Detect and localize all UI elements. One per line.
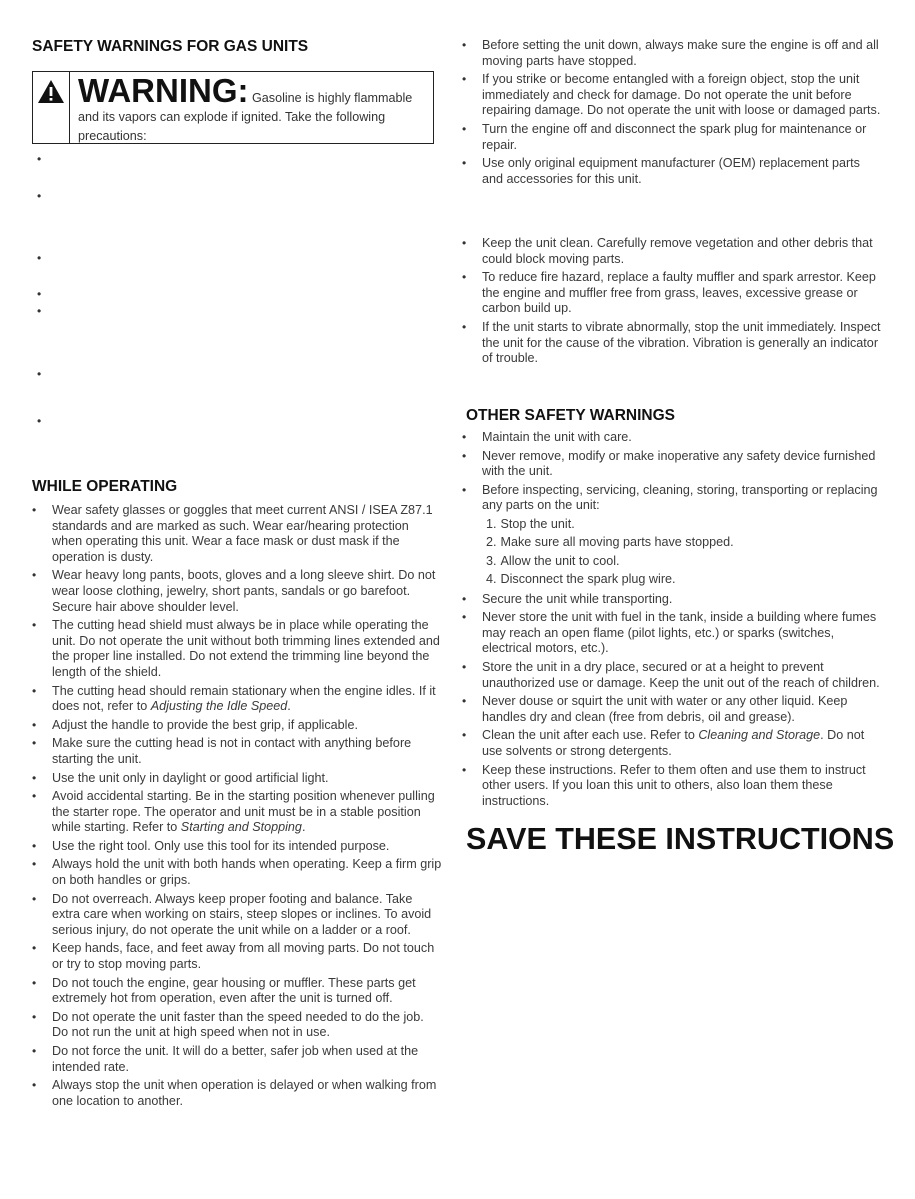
list-item: • To reduce fire hazard, replace a faulty muffler and spark arrestor. Keep the engine and muffler free from grass, leaves, excessive grease or carbon build up. <box>462 270 882 317</box>
empty-bullet: • <box>37 414 42 428</box>
list-item: • Do not overreach. Always keep proper footing and balance. Take extra care when working on stairs, steep slopes or inclines. To avoid serious injury, do not operate the unit while on a ladder or a roof. <box>32 892 442 939</box>
list-item: • Always hold the unit with both hands when operating. Keep a firm grip on both handles or grips. <box>32 857 442 888</box>
warning-triangle-icon <box>37 79 65 104</box>
save-instructions-banner: SAVE THESE INSTRUCTIONS <box>466 822 895 856</box>
list-item: • Turn the engine off and disconnect the spark plug for maintenance or repair. <box>462 122 882 153</box>
empty-bullet: • <box>37 304 42 318</box>
list-item: • Use only original equipment manufacturer (OEM) replacement parts and accessories for this unit. <box>462 156 882 187</box>
empty-bullet: • <box>37 287 42 301</box>
warning-box <box>32 71 434 144</box>
list-item: • Secure the unit while transporting. <box>462 592 882 608</box>
section-title-gas-units: SAFETY WARNINGS FOR GAS UNITS <box>32 38 309 55</box>
empty-bullet: • <box>37 189 42 203</box>
list-item: • Maintain the unit with care. <box>462 430 882 446</box>
reference-cleaning-storage: Cleaning and Storage <box>698 728 821 743</box>
maintenance-list <box>462 236 882 370</box>
list-item: • Before inspecting, servicing, cleaning, storing, transporting or replacing any parts on the unit: 1. Stop the unit. 2. Make sure all moving parts have stopped. 3. Allow the unit to cool. 4. Disconnect the spark plug wire. <box>462 483 882 589</box>
list-item: • Always stop the unit when operation is delayed or when walking from one location to another. <box>32 1078 442 1109</box>
step-item: 2. Make sure all moving parts have stopped. <box>486 535 734 550</box>
reference-idle-speed: Adjusting the Idle Speed <box>150 699 288 714</box>
list-item: • Avoid accidental starting. Be in the starting position whenever pulling the starter rope. The operator and unit must be in a stable position while starting. Refer to Starting and Stopping. <box>32 789 442 836</box>
list-item: • Do not operate the unit faster than the speed needed to do the job. Do not run the unit at high speed when not in use. <box>32 1010 442 1041</box>
list-item: • Keep hands, face, and feet away from all moving parts. Do not touch or try to stop moving parts. <box>32 941 442 972</box>
list-item: • Keep the unit clean. Carefully remove vegetation and other debris that could block moving parts. <box>462 236 882 267</box>
step-item: 4. Disconnect the spark plug wire. <box>486 572 676 587</box>
empty-bullet: • <box>37 367 42 381</box>
gas-warnings-list-continued <box>462 38 882 190</box>
warning-icon-cell <box>33 72 70 143</box>
section-heading-while-operating: WHILE OPERATING <box>32 478 178 495</box>
other-safety-list <box>462 430 882 812</box>
warning-text: Gasoline is highly flammable and its vapors can explode if ignited. Take the following precautions: <box>78 91 413 143</box>
empty-bullet: • <box>37 152 42 166</box>
list-item: • Do not force the unit. It will do a better, safer job when used at the intended rate. <box>32 1044 442 1075</box>
list-item: • Never remove, modify or make inoperative any safety device furnished with the unit. <box>462 449 882 480</box>
list-item: • Before setting the unit down, always make sure the engine is off and all moving parts have stopped. <box>462 38 882 69</box>
list-item: • Wear heavy long pants, boots, gloves and a long sleeve shirt. Do not wear loose clothing, jewelry, short pants, sandals or go barefoot. Secure hair above shoulder level. <box>32 568 442 615</box>
list-item: • Make sure the cutting head is not in contact with anything before starting the unit. <box>32 736 442 767</box>
list-item: • The cutting head shield must always be in place while operating the unit. Do not operate the unit without both trimming lines extended and the proper line installed. Do not extend the trimming line beyond the length of the shield. <box>32 618 442 680</box>
step-item: 3. Allow the unit to cool. <box>486 553 620 568</box>
list-item: • Keep these instructions. Refer to them often and use them to instruct other users. If you loan this unit to others, also loan them these instructions. <box>462 763 882 810</box>
empty-bullet: • <box>37 251 42 265</box>
list-item: • The cutting head should remain stationary when the engine idles. If it does not, refer to Adjusting the Idle Speed. <box>32 684 442 715</box>
list-item: • Adjust the handle to provide the best grip, if applicable. <box>32 718 442 734</box>
while-operating-list <box>32 503 442 1112</box>
list-item: • Store the unit in a dry place, secured or at a height to prevent unauthorized use or damage. Keep the unit out of the reach of children. <box>462 660 882 691</box>
list-item: • If you strike or become entangled with a foreign object, stop the unit immediately and check for damage. Do not operate the unit before repairing damage. Do not operate the unit with loose or damaged parts. <box>462 72 882 119</box>
list-item: • If the unit starts to vibrate abnormally, stop the unit immediately. Inspect the unit for the cause of the vibration. Vibration is generally an indicator of trouble. <box>462 320 882 367</box>
section-heading-other-safety: OTHER SAFETY WARNINGS <box>466 407 675 424</box>
list-item: • Never store the unit with fuel in the tank, inside a building where fumes may reach an open flame (pilot lights, etc.) or sparks (switches, electrical motors, etc.). <box>462 610 882 657</box>
list-item: • Do not touch the engine, gear housing or muffler. These parts get extremely hot from operation, even after the unit is turned off. <box>32 976 442 1007</box>
list-item: • Clean the unit after each use. Refer to Cleaning and Storage. Do not use solvents or strong detergents. <box>462 728 882 759</box>
list-item: • Never douse or squirt the unit with water or any other liquid. Keep handles dry and clean (free from debris, oil and grease). <box>462 694 882 725</box>
warning-word: WARNING: <box>78 72 249 109</box>
list-item: • Use the unit only in daylight or good artificial light. <box>32 771 442 787</box>
list-item: • Use the right tool. Only use this tool for its intended purpose. <box>32 839 442 855</box>
reference-starting-stopping: Starting and Stopping <box>180 820 302 835</box>
step-item: 1. Stop the unit. <box>486 516 575 531</box>
warning-message <box>78 74 433 146</box>
shutdown-steps <box>482 515 882 589</box>
list-item: • Wear safety glasses or goggles that meet current ANSI / ISEA Z87.1 standards and are marked as such. Wear ear/hearing protection when operating this unit. Wear a face mask or dust mask if the operation is dusty. <box>32 503 442 565</box>
